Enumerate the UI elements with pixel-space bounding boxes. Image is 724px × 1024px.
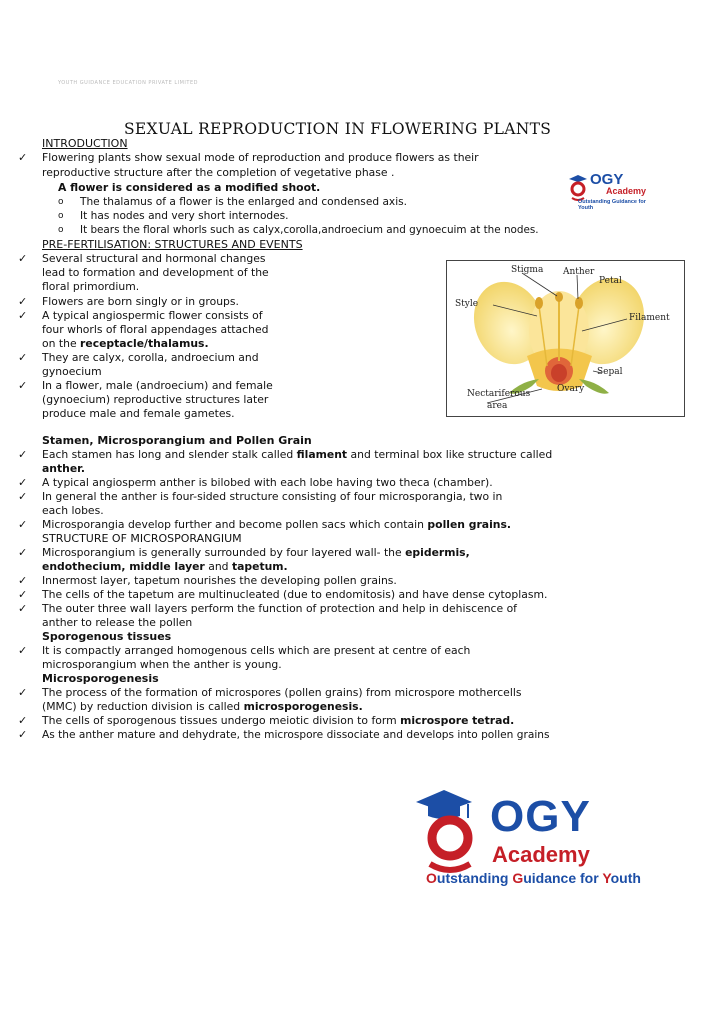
structure-s4-l2: anther to release the pollen (42, 616, 193, 629)
prefert-p3-l1: A typical angiospermic flower consists of (42, 309, 263, 322)
modified-shoot: A flower is considered as a modified shoot. (58, 181, 321, 194)
stamen-s1-text: Each stamen has long and slender stalk called (42, 448, 297, 461)
prefert-p4-l2: gynoecium (42, 365, 102, 378)
prefert-p2: Flowers are born singly or in groups. (42, 295, 239, 308)
label-style: Style (455, 299, 479, 309)
check-icon: ✓ (18, 602, 28, 615)
micro-s2 (42, 714, 514, 728)
logo-brand: OGY (490, 792, 591, 841)
structure-s1-text: Microsporangium is generally surrounded by four layered wall- the (42, 546, 406, 559)
check-icon: ✓ (18, 151, 28, 164)
faint-header: YOUTH GUIDANCE EDUCATION PRIVATE LIMITED (58, 80, 198, 86)
tagline-utstanding: utstanding (436, 870, 513, 886)
structure-s1-l2 (42, 560, 288, 574)
logo-academy: Academy (492, 842, 590, 867)
check-icon: ✓ (18, 490, 28, 503)
sporogenous-s1-l2: microsporangium when the anther is young. (42, 658, 282, 671)
micro-s3: As the anther mature and dehydrate, the microspore dissociate and develops into pollen grains (42, 729, 550, 741)
label-ovary: Ovary (557, 384, 585, 394)
stamen-s1-text2: and terminal box like structure called (347, 448, 553, 461)
structure-s1-l1 (42, 546, 470, 560)
ogy-logo-large (410, 782, 641, 892)
tetrad-bold: microspore tetrad. (400, 714, 515, 727)
check-icon: ✓ (18, 574, 28, 587)
tagline-uidance: uidance for (523, 870, 603, 886)
label-petal: Petal (599, 276, 622, 286)
prefert-p5-l1: In a flower, male (androecium) and female (42, 379, 273, 392)
sporogenous-s1-l1: It is compactly arranged homogenous cells which are present at centre of each (42, 644, 471, 657)
ogy-logo-small (566, 171, 661, 213)
prefert-p5-l2: (gynoecium) reproductive structures later (42, 393, 269, 406)
anther-bold: anther. (42, 462, 86, 475)
label-stigma: Stigma (511, 265, 544, 275)
micro-s2-text: The cells of sporogenous tissues undergo meiotic division to form (42, 714, 401, 727)
check-icon: ✓ (18, 476, 28, 489)
structure-heading: STRUCTURE OF MICROSPORANGIUM (42, 532, 242, 545)
prefert-p3-text: on the (42, 337, 81, 350)
tagline-g: G (512, 870, 524, 886)
stamen-s1-l1 (42, 448, 552, 462)
intro-line1: Flowering plants show sexual mode of reproduction and produce flowers as their (42, 151, 479, 164)
logo-brand-small: OGY (590, 171, 624, 188)
label-anther: Anther (563, 267, 595, 277)
stamen-s2: A typical angiosperm anther is bilobed with each lobe having two theca (chamber). (42, 476, 493, 489)
check-icon: ✓ (18, 728, 28, 741)
logo-tagline-small: Outstanding Guidance for Youth (578, 199, 646, 211)
micro-s1-l2 (42, 700, 363, 714)
check-icon: ✓ (18, 252, 28, 265)
prefert-p1-l3: floral primordium. (42, 280, 140, 293)
receptacle-bold: receptacle/thalamus. (80, 337, 209, 350)
stamen-s4 (42, 518, 511, 532)
prefert-p3-l2: four whorls of floral appendages attached (42, 323, 269, 336)
check-icon: ✓ (18, 518, 28, 531)
prefert-p1-l1: Several structural and hormonal changes (42, 252, 266, 265)
tapetum-bold: tapetum. (231, 560, 288, 573)
stamen-s3-l2: each lobes. (42, 504, 104, 517)
prefert-p4-l1: They are calyx, corolla, androecium and (42, 351, 259, 364)
check-icon: ✓ (18, 546, 28, 559)
stamen-s4-text: Microsporangia develop further and become pollen sacs which contain (42, 518, 428, 531)
label-sepal: Sepal (597, 367, 623, 377)
intro-line2: reproductive structure after the completion of vegetative phase . (42, 166, 395, 179)
sporogenous-heading: Sporogenous tissues (42, 630, 172, 643)
stamen-s3-l1: In general the anther is four-sided structure consisting of four microsporangia, two in (42, 490, 503, 503)
micro-s1-l1: The process of the formation of microspores (pollen grains) from microspore mothercells (42, 686, 522, 699)
tagline-o: O (426, 870, 437, 886)
check-icon: ✓ (18, 714, 28, 727)
prefert-p5-l3: produce male and female gametes. (42, 407, 235, 420)
check-icon: ✓ (18, 588, 28, 601)
intro-heading: INTRODUCTION (42, 137, 128, 150)
microsporogenesis-bold: microsporogenesis. (243, 700, 363, 713)
label-nectariferous: Nectariferous (467, 389, 531, 399)
label-area: area (487, 401, 508, 411)
microsporogenesis-heading: Microsporogenesis (42, 672, 159, 685)
check-icon: ✓ (18, 644, 28, 657)
page-title: SEXUAL REPRODUCTION IN FLOWERING PLANTS (124, 120, 552, 138)
intro-sub3: It bears the floral whorls such as calyx,corolla,androecium and gynoecuim at the nodes. (80, 224, 539, 236)
check-icon: ✓ (18, 295, 28, 308)
logo-tagline (426, 870, 641, 886)
intro-sub2: It has nodes and very short internodes. (80, 210, 289, 222)
epidermis-bold: epidermis, (405, 546, 470, 559)
filament-bold: filament (296, 448, 348, 461)
prefert-p1-l2: lead to formation and development of the (42, 266, 269, 279)
structure-s4-l1: The outer three wall layers perform the function of protection and help in dehiscence of (42, 602, 517, 615)
circle-bullet-icon: o (58, 211, 64, 221)
flower-diagram (446, 260, 685, 417)
tagline-outh: outh (610, 870, 641, 886)
prefert-p3-l3 (42, 337, 209, 351)
tagline-y: Y (602, 870, 611, 886)
check-icon: ✓ (18, 309, 28, 322)
micro-s1-text: (MMC) by reduction division is called (42, 700, 244, 713)
ogy-emblem-icon (410, 784, 488, 876)
ogy-emblem-icon (566, 173, 592, 201)
check-icon: ✓ (18, 448, 28, 461)
and-text: and (204, 560, 232, 573)
endothecium-bold: endothecium, middle layer (42, 560, 205, 573)
pollen-bold: pollen grains. (427, 518, 511, 531)
check-icon: ✓ (18, 351, 28, 364)
check-icon: ✓ (18, 686, 28, 699)
check-icon: ✓ (18, 379, 28, 392)
circle-bullet-icon: o (58, 197, 64, 207)
label-filament: Filament (629, 313, 670, 323)
intro-sub1: The thalamus of a flower is the enlarged and condensed axis. (80, 196, 408, 208)
structure-s2: Innermost layer, tapetum nourishes the developing pollen grains. (42, 574, 397, 587)
stamen-heading: Stamen, Microsporangium and Pollen Grain (42, 434, 312, 447)
circle-bullet-icon: o (58, 225, 64, 235)
structure-s3: The cells of the tapetum are multinucleated (due to endomitosis) and have dense cytoplasm. (42, 588, 548, 601)
logo-academy-small: Academy (606, 186, 647, 196)
prefert-heading: PRE-FERTILISATION: STRUCTURES AND EVENTS (42, 238, 303, 251)
